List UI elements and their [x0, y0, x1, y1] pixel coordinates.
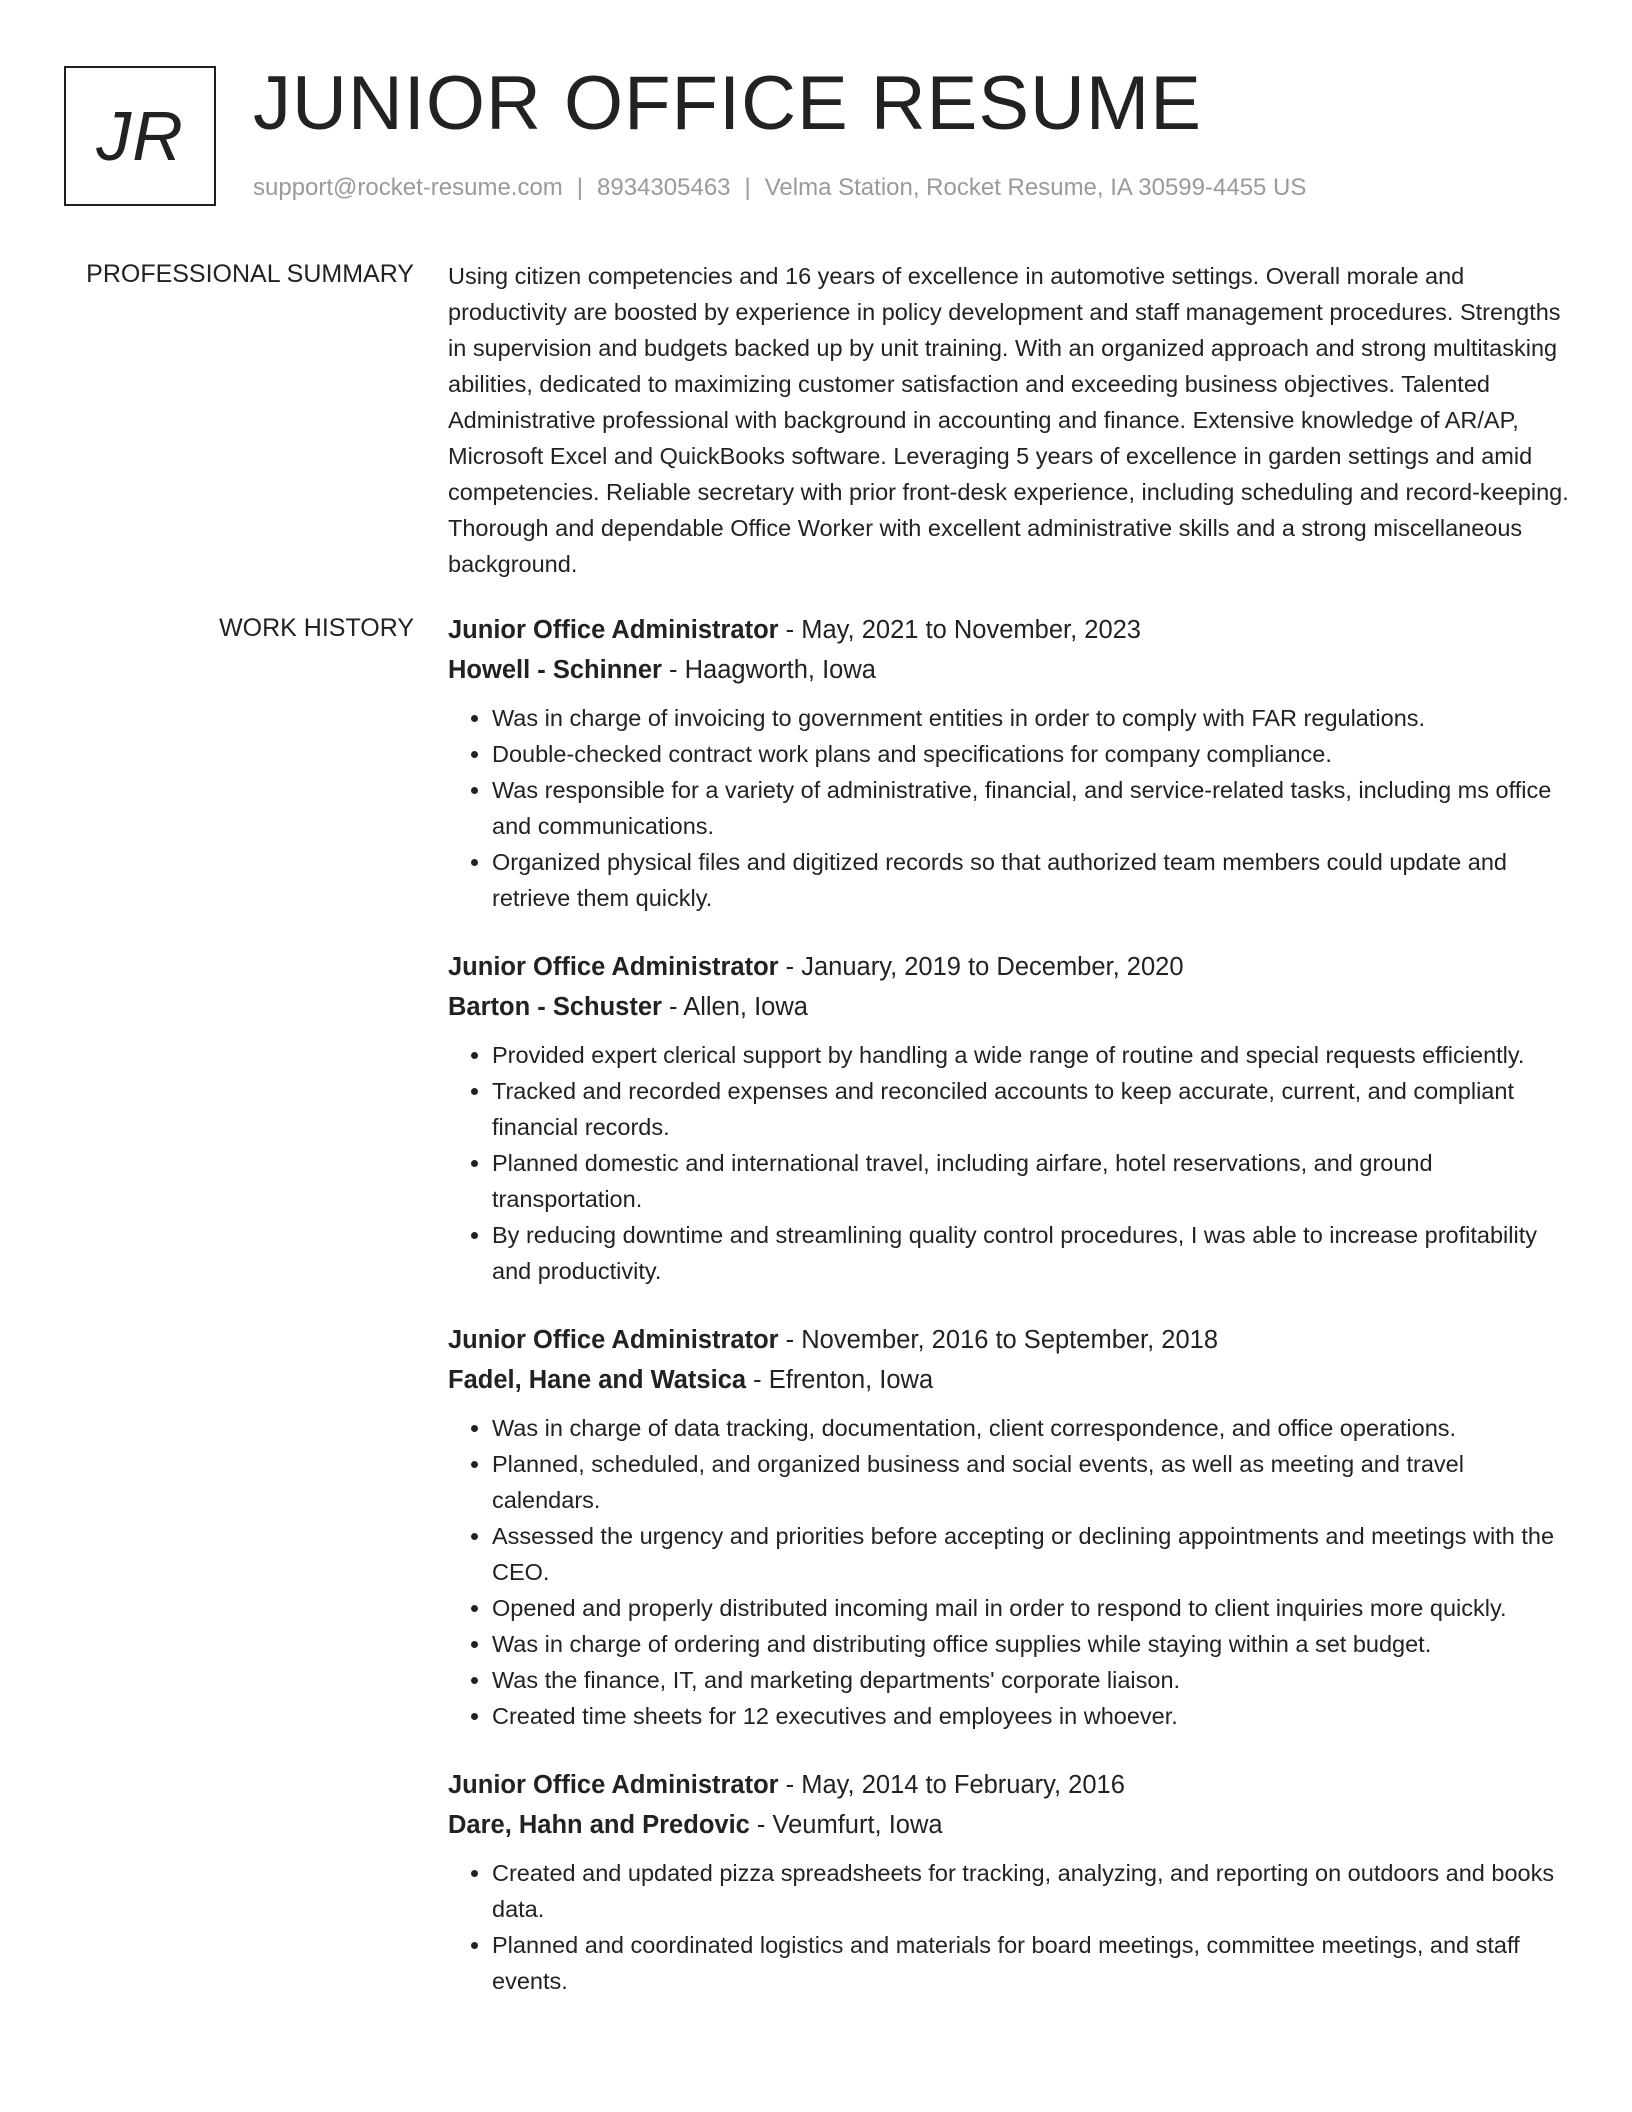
professional-summary-label: PROFESSIONAL SUMMARY	[86, 260, 414, 288]
contact-phone: 8934305463	[597, 174, 731, 201]
job-bullet: • Double-checked contract work plans and specifications for company compliance.	[492, 736, 1570, 772]
job-title-line	[448, 947, 1570, 987]
job-title: Junior Office Administrator	[448, 1326, 779, 1354]
job-location: - Allen, Iowa	[661, 993, 808, 1021]
job-bullet: • By reducing downtime and streamlining quality control procedures, I was able to increase profitability and productivity.	[492, 1217, 1570, 1289]
job-title: Junior Office Administrator	[448, 1771, 779, 1799]
job-company-line	[448, 987, 1570, 1027]
job-bullet: • Was responsible for a variety of administrative, financial, and service-related tasks, including ms office and communications.	[492, 772, 1570, 844]
resume-header	[64, 61, 1584, 214]
job-entry	[448, 947, 1570, 1289]
job-dates: - January, 2019 to December, 2020	[778, 953, 1184, 981]
job-title: Junior Office Administrator	[448, 616, 779, 644]
job-bullet: • Was in charge of invoicing to government entities in order to comply with FAR regulations.	[492, 700, 1570, 736]
job-bullet: • Planned domestic and international travel, including airfare, hotel reservations, and ground transportation.	[492, 1145, 1570, 1217]
job-location: - Veumfurt, Iowa	[749, 1811, 943, 1839]
job-bullet: • Planned, scheduled, and organized business and social events, as well as meeting and travel calendars.	[492, 1446, 1570, 1518]
job-entry	[448, 1765, 1570, 1999]
job-bullet: • Tracked and recorded expenses and reconciled accounts to keep accurate, current, and compliant financial records.	[492, 1073, 1570, 1145]
work-history-label: WORK HISTORY	[219, 614, 414, 642]
job-location: - Efrenton, Iowa	[746, 1366, 934, 1394]
job-bullet: • Was in charge of data tracking, documentation, client correspondence, and office operations.	[492, 1410, 1570, 1446]
job-company: Fadel, Hane and Watsica	[448, 1366, 747, 1394]
job-bullet-list	[448, 1410, 1570, 1734]
contact-address: Velma Station, Rocket Resume, IA 30599-4455 US	[764, 174, 1307, 201]
job-bullet: • Was the finance, IT, and marketing departments' corporate liaison.	[492, 1662, 1570, 1698]
contact-separator: |	[576, 174, 584, 201]
job-bullet-list	[448, 700, 1570, 916]
job-dates: - November, 2016 to September, 2018	[778, 1326, 1219, 1354]
job-bullet: • Planned and coordinated logistics and materials for board meetings, committee meetings, and staff events.	[492, 1927, 1570, 1999]
job-company-line	[448, 650, 1570, 690]
contact-line	[253, 174, 1306, 202]
job-bullet: • Organized physical files and digitized records so that authorized team members could update and retrieve them quickly.	[492, 844, 1570, 916]
job-company: Howell - Schinner	[448, 656, 662, 684]
job-bullet: • Created time sheets for 12 executives and employees in whoever.	[492, 1698, 1570, 1734]
job-bullet: • Opened and properly distributed incoming mail in order to respond to client inquiries more quickly.	[492, 1590, 1570, 1626]
job-dates: - May, 2014 to February, 2016	[778, 1771, 1125, 1799]
job-title: Junior Office Administrator	[448, 953, 779, 981]
contact-separator: |	[744, 174, 751, 201]
monogram-badge: JR	[64, 66, 216, 206]
contact-email: support@rocket-resume.com	[253, 174, 563, 201]
job-title-line	[448, 610, 1570, 650]
job-company: Dare, Hahn and Predovic	[448, 1811, 750, 1839]
job-entry	[448, 610, 1570, 916]
job-title-line	[448, 1765, 1570, 1805]
job-bullet: • Was in charge of ordering and distributing office supplies while staying within a set budget.	[492, 1626, 1570, 1662]
job-company-line	[448, 1805, 1570, 1845]
job-entry	[448, 1320, 1570, 1734]
job-company-line	[448, 1360, 1570, 1400]
job-title-line	[448, 1320, 1570, 1360]
job-location: - Haagworth, Iowa	[661, 656, 876, 684]
professional-summary-text: Using citizen competencies and 16 years of excellence in automotive settings. Overall morale and productivity are boosted by experience in policy development and staff management procedures. Strengths in supervision and budgets backed up by unit training. With an organized approach and strong multitasking abilities, dedicated to maximizing customer satisfaction and exceeding business objectives. Talented Administrative professional with background in accounting and finance. Extensive knowledge of AR/AP, Microsoft Excel and QuickBooks software. Leveraging 5 years of excellence in garden settings and amid competencies. Reliable secretary with prior front-desk experience, including scheduling and record-keeping. Thorough and dependable Office Worker with excellent administrative skills and a strong miscellaneous background.	[448, 263, 1569, 577]
professional-summary-body	[448, 258, 1570, 582]
job-bullet: • Created and updated pizza spreadsheets for tracking, analyzing, and reporting on outdoors and books data.	[492, 1855, 1570, 1927]
work-history-list	[448, 610, 1570, 2030]
resume-title: JUNIOR OFFICE RESUME	[253, 61, 1202, 146]
job-company: Barton - Schuster	[448, 993, 662, 1021]
job-bullet: • Provided expert clerical support by handling a wide range of routine and special requests efficiently.	[492, 1037, 1570, 1073]
job-bullet-list	[448, 1037, 1570, 1289]
job-bullet: • Assessed the urgency and priorities before accepting or declining appointments and meetings with the CEO.	[492, 1518, 1570, 1590]
job-dates: - May, 2021 to November, 2023	[778, 616, 1141, 644]
job-bullet-list	[448, 1855, 1570, 1999]
